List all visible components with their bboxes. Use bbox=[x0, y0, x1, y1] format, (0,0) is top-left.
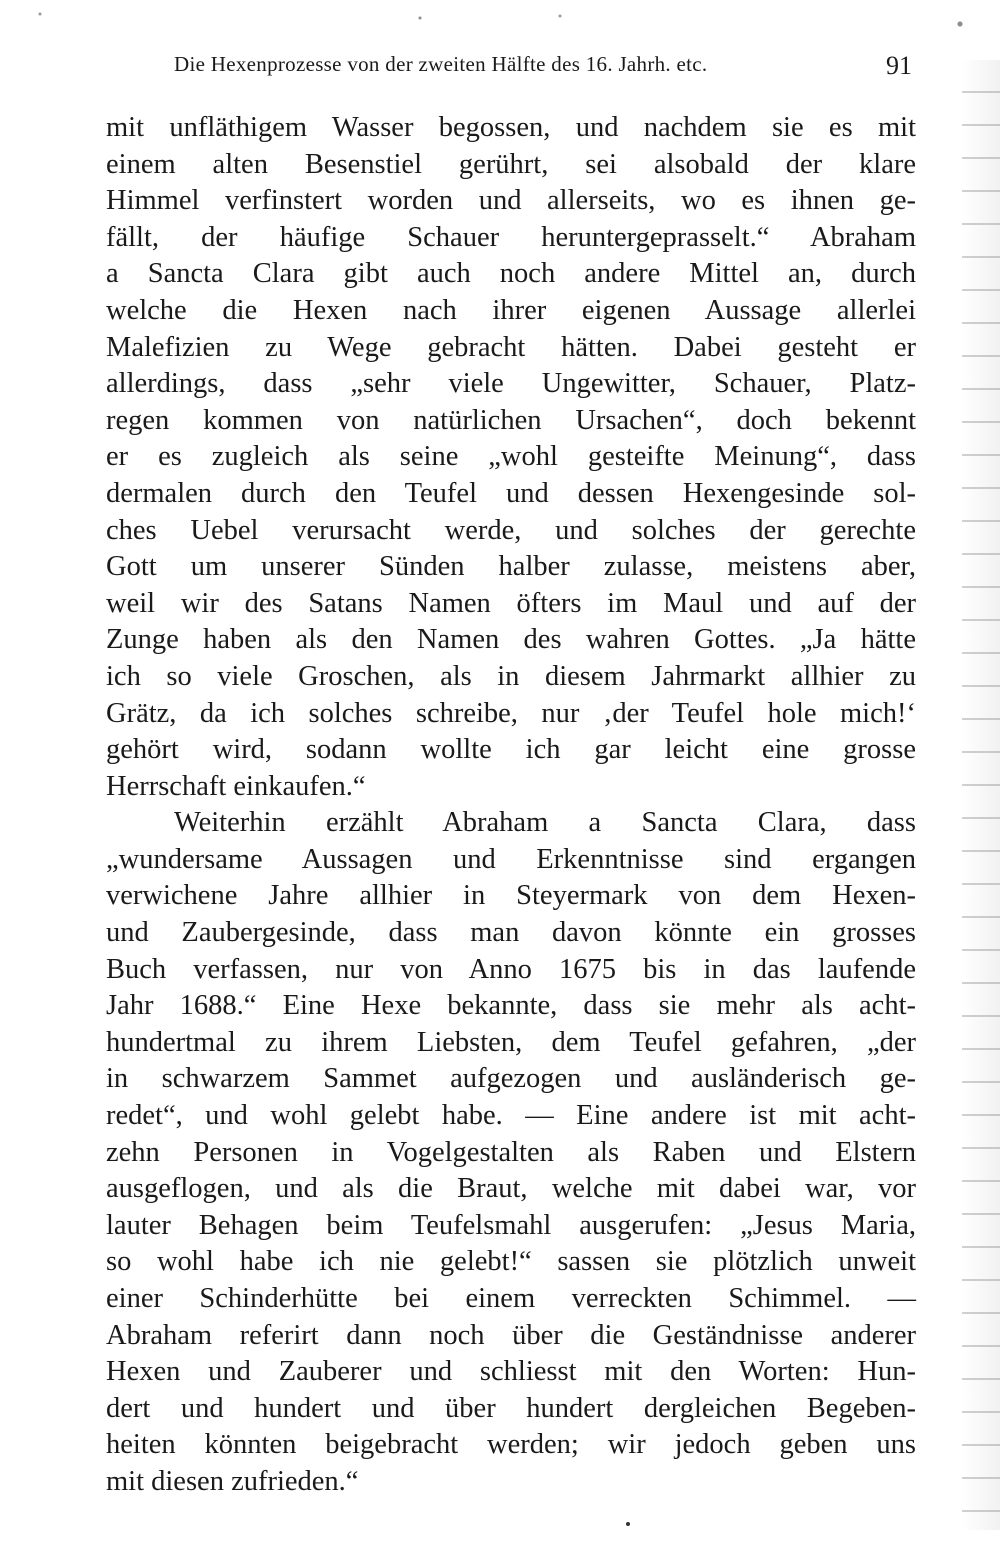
text-line: gehört wird, sodann wollte ich gar leicht eine grosse bbox=[106, 734, 916, 766]
paragraph-end-line: mit diesen zufrieden.“ bbox=[106, 1465, 359, 1497]
print-speck bbox=[626, 1522, 630, 1526]
text-line: Zunge haben als den Namen des wahren Gottes. „Ja hätte bbox=[106, 624, 916, 656]
running-title: Die Hexenprozesse von der zweiten Hälfte des 16. Jahrh. etc. bbox=[174, 52, 708, 76]
text-line: ches Uebel verursacht werde, und solches der gerechte bbox=[106, 514, 916, 546]
text-line: er es zugleich als seine „wohl gesteifte Meinung“, dass bbox=[106, 441, 916, 473]
text-line: Grätz, da ich solches schreibe, nur ‚der Teufel hole mich!‘ bbox=[106, 697, 916, 729]
text-line: „wundersame Aussagen und Erkenntnisse sind ergangen bbox=[106, 843, 916, 875]
page-number: 91 bbox=[886, 51, 912, 80]
text-line: zehn Personen in Vogelgestalten als Raben und Elstern bbox=[106, 1136, 916, 1168]
text-line: Hexen und Zauberer und schliesst mit den Worten: Hun- bbox=[106, 1356, 916, 1388]
text-line: Himmel verfinstert worden und allerseits, wo es ihnen ge- bbox=[106, 185, 916, 217]
text-line: a Sancta Clara gibt auch noch andere Mittel an, durch bbox=[106, 258, 916, 290]
text-line: regen kommen von natürlichen Ursachen“, doch bekennt bbox=[106, 404, 916, 436]
scan-speckle bbox=[0, 0, 1000, 40]
text-line: allerdings, dass „sehr viele Ungewitter, Schauer, Platz- bbox=[106, 368, 916, 400]
text-line: welche die Hexen nach ihrer eigenen Aussage allerlei bbox=[106, 294, 916, 326]
paragraph-end-line: Herrschaft einkaufen.“ bbox=[106, 770, 366, 802]
text-line: mit unfläthigem Wasser begossen, und nachdem sie es mit bbox=[106, 112, 916, 143]
text-line: einem alten Besenstiel gerührt, sei alsobald der klare bbox=[106, 148, 916, 180]
text-line: redet“, und wohl gelebt habe. — Eine andere ist mit acht- bbox=[106, 1100, 916, 1132]
text-line: in schwarzem Sammet aufgezogen und ausländerisch ge- bbox=[106, 1063, 916, 1095]
text-line: und Zaubergesinde, dass man davon könnte ein grosses bbox=[106, 917, 916, 949]
text-line: weil wir des Satans Namen öfters im Maul und auf der bbox=[106, 587, 916, 619]
text-line: heiten könnten beigebracht werden; wir jedoch geben uns bbox=[106, 1429, 916, 1461]
text-line: verwichene Jahre allhier in Steyermark von dem Hexen- bbox=[106, 880, 916, 912]
paragraph-start-line: Weiterhin erzählt Abraham a Sancta Clara, dass bbox=[174, 807, 916, 839]
text-line: Malefizien zu Wege gebracht hätten. Dabei gesteht er bbox=[106, 331, 916, 363]
body-text bbox=[106, 110, 916, 1501]
text-line: so wohl habe ich nie gelebt!“ sassen sie plötzlich unweit bbox=[106, 1246, 916, 1278]
text-line: Buch verfassen, nur von Anno 1675 bis in das laufende bbox=[106, 953, 916, 985]
text-line: ausgeflogen, und als die Braut, welche mit dabei war, vor bbox=[106, 1173, 916, 1205]
text-line: fällt, der häufige Schauer heruntergeprasselt.“ Abraham bbox=[106, 221, 916, 253]
text-line: ich so viele Groschen, als in diesem Jahrmarkt allhier zu bbox=[106, 660, 916, 692]
text-line: lauter Behagen beim Teufelsmahl ausgerufen: „Jesus Maria, bbox=[106, 1209, 916, 1241]
text-line: dert und hundert und über hundert dergleichen Begeben- bbox=[106, 1392, 916, 1424]
text-line: Abraham referirt dann noch über die Geständnisse anderer bbox=[106, 1319, 916, 1351]
text-line: dermalen durch den Teufel und dessen Hexengesinde sol- bbox=[106, 477, 916, 509]
page-header bbox=[174, 48, 912, 80]
text-line: Gott um unserer Sünden halber zulasse, meistens aber, bbox=[106, 551, 916, 583]
scan-page-edge bbox=[962, 60, 1000, 1530]
text-line: hundertmal zu ihrem Liebsten, dem Teufel gefahren, „der bbox=[106, 1026, 916, 1058]
text-line: einer Schinderhütte bei einem verreckten Schimmel. — bbox=[106, 1283, 916, 1314]
text-line: Jahr 1688.“ Eine Hexe bekannte, dass sie mehr als acht- bbox=[106, 990, 916, 1022]
